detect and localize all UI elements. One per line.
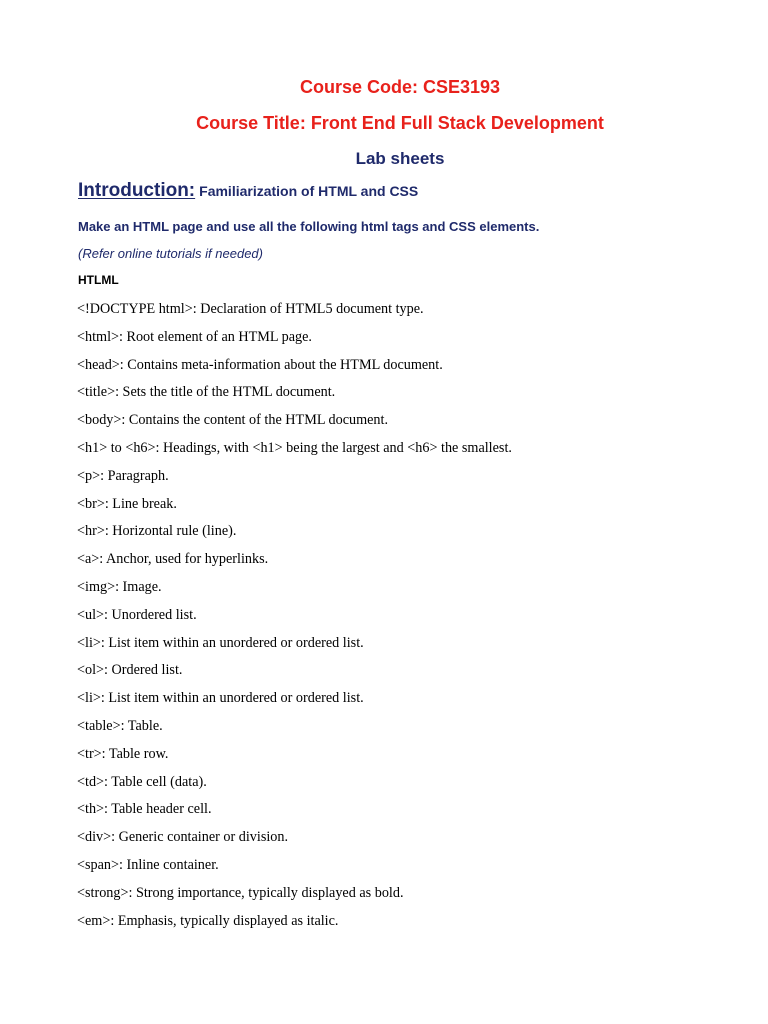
list-item: <body>: Contains the content of the HTML document.	[77, 412, 388, 429]
list-item: <title>: Sets the title of the HTML document.	[77, 384, 336, 401]
list-item: <td>: Table cell (data).	[77, 773, 207, 790]
list-item: <tr>: Table row.	[77, 745, 169, 762]
introduction-subheading: Familiarization of HTML and CSS	[199, 183, 419, 199]
list-item: <ul>: Unordered list.	[77, 606, 197, 623]
introduction-heading	[78, 180, 418, 202]
tutorial-note: (Refer online tutorials if needed)	[78, 246, 263, 261]
list-item: <li>: List item within an unordered or ordered list.	[77, 634, 364, 651]
course-code: Course Code: CSE3193	[299, 77, 501, 97]
list-item: <li>: List item within an unordered or ordered list.	[77, 690, 364, 707]
list-item: <th>: Table header cell.	[77, 801, 212, 818]
list-item: <strong>: Strong importance, typically displayed as bold.	[77, 884, 404, 901]
introduction-label: Introduction:	[78, 180, 196, 201]
list-item: <a>: Anchor, used for hyperlinks.	[77, 551, 269, 568]
list-item: <em>: Emphasis, typically displayed as italic.	[77, 912, 339, 929]
list-item: <ol>: Ordered list.	[77, 662, 183, 679]
list-item: <span>: Inline container.	[77, 856, 219, 873]
list-item: <head>: Contains meta-information about the HTML document.	[77, 356, 443, 373]
section-label: HTLML	[78, 273, 119, 287]
instruction-text: Make an HTML page and use all the following html tags and CSS elements.	[78, 219, 540, 234]
list-item: <div>: Generic container or division.	[77, 829, 289, 846]
list-item: <img>: Image.	[77, 578, 162, 595]
list-item: <p>: Paragraph.	[77, 467, 169, 484]
html-tag-list	[77, 299, 512, 938]
lab-sheets-subtitle: Lab sheets	[355, 149, 445, 168]
list-item: <br>: Line break.	[77, 495, 177, 512]
list-item: <hr>: Horizontal rule (line).	[77, 523, 237, 540]
list-item: <table>: Table.	[77, 717, 163, 734]
course-title: Course Title: Front End Full Stack Development	[196, 113, 604, 133]
list-item: <html>: Root element of an HTML page.	[77, 328, 312, 345]
list-item: <!DOCTYPE html>: Declaration of HTML5 document type.	[77, 301, 424, 317]
list-item: <h1> to <h6>: Headings, with <h1> being the largest and <h6> the smallest.	[77, 439, 512, 456]
